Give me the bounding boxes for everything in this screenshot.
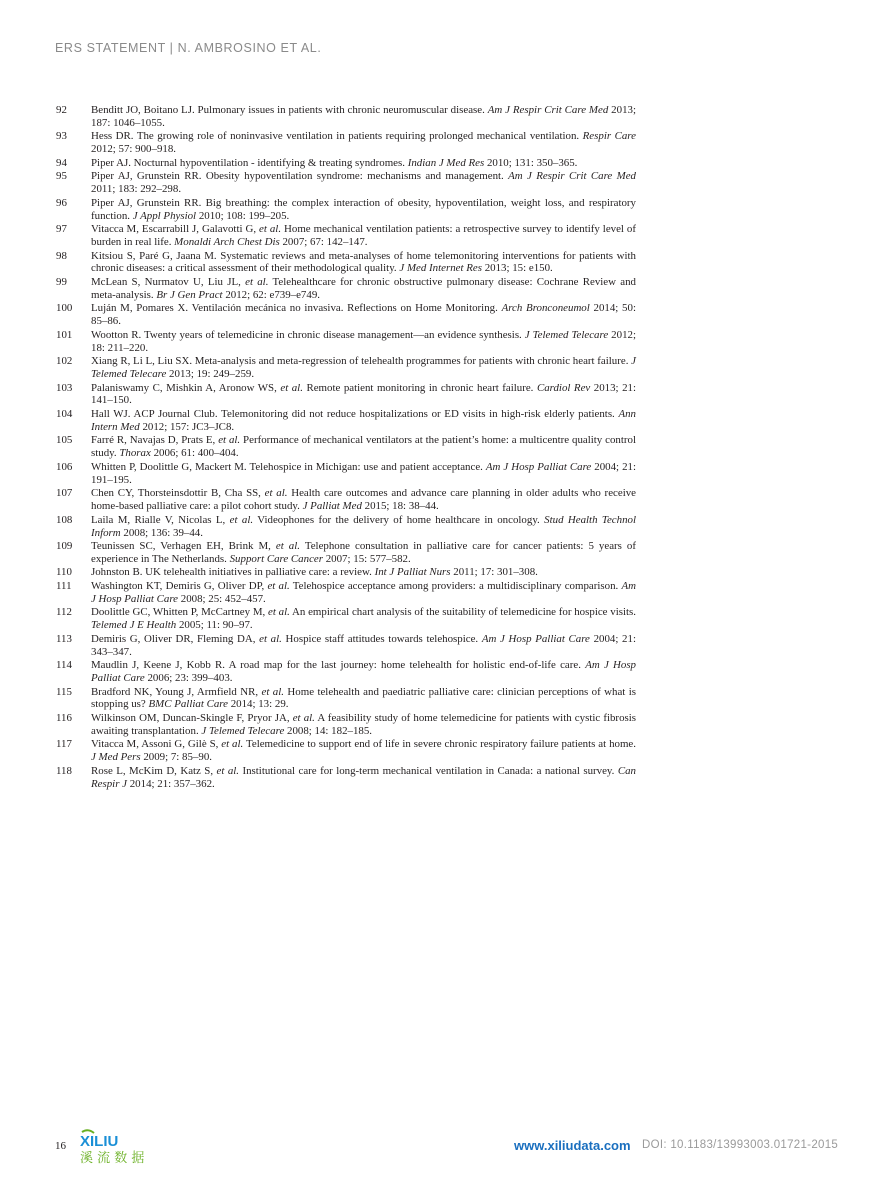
reference-number: 108 <box>56 513 73 526</box>
reference-journal: BMC Palliat Care <box>148 698 228 711</box>
reference-journal: Arch Bronconeumol <box>501 302 590 315</box>
reference-number: 103 <box>56 381 73 394</box>
reference-authors: Vitacca M, Assoni G, Gilè S, <box>91 738 219 751</box>
reference-etal: et al. <box>259 223 282 236</box>
reference-item <box>56 130 636 156</box>
reference-journal: Thorax <box>119 447 151 460</box>
footer-doi: DOI: 10.1183/13993003.01721-2015 <box>642 1139 839 1151</box>
reference-number: 104 <box>56 407 73 420</box>
reference-number: 110 <box>56 566 72 579</box>
reference-number: 109 <box>56 540 73 552</box>
reference-number: 106 <box>56 460 73 473</box>
reference-number: 112 <box>56 606 72 619</box>
footer-url-link[interactable]: www.xiliudata.com <box>514 1138 631 1153</box>
reference-citation: 2005; 11: 90–97. <box>178 619 253 632</box>
reference-authors: Piper AJ, Grunstein RR. Obesity hypoventilation syndrome: mechanisms and management. <box>91 170 504 183</box>
reference-citation: 2014; 13: 29. <box>230 698 289 711</box>
reference-etal: et al. <box>221 738 244 751</box>
reference-journal: Am J Hosp Palliat Care <box>481 632 590 645</box>
running-head: ERS STATEMENT | N. AMBROSINO ET AL. <box>55 41 322 55</box>
reference-item <box>56 250 636 276</box>
reference-etal: et al. <box>264 487 288 500</box>
reference-journal: J Telemed Telecare <box>201 724 285 737</box>
reference-journal: J Palliat Med <box>302 500 362 513</box>
reference-citation: 2014; 50: 85–86. <box>91 302 636 328</box>
reference-journal: Ann Intern Med <box>91 407 636 433</box>
reference-authors: Farré R, Navajas D, Prats E, <box>91 434 216 447</box>
reference-item <box>56 408 636 434</box>
reference-citation: 2007; 67: 142–147. <box>282 236 368 249</box>
reference-item <box>56 104 636 130</box>
reference-item <box>56 659 636 685</box>
reference-authors: Whitten P, Doolittle G, Mackert M. Telehospice in Michigan: use and patient acceptance. <box>91 460 483 473</box>
reference-journal: Support Care Cancer <box>229 552 323 565</box>
reference-journal: Int J Palliat Nurs <box>374 566 451 579</box>
reference-item <box>56 223 636 249</box>
reference-citation: 2013; 187: 1046–1055. <box>91 104 636 129</box>
reference-title: Telephone consultation in palliative care for cancer patients: 5 years of experience in The Netherlands. <box>91 540 636 565</box>
reference-journal: Telemed J E Health <box>91 619 177 632</box>
reference-citation: 2004; 21: 343–347. <box>91 632 636 658</box>
reference-title: Institutional care for long-term mechanical ventilation in Canada: a national survey. <box>242 764 615 777</box>
reference-item <box>56 302 636 328</box>
reference-authors: Luján M, Pomares X. Ventilación mecánica no invasiva. Reflections on Home Monitoring. <box>91 302 498 315</box>
reference-journal: J Telemed Telecare <box>524 328 609 341</box>
reference-authors: Bradford NK, Young J, Armfield NR, <box>91 685 259 698</box>
reference-number: 94 <box>56 156 67 169</box>
reference-etal: et al. <box>218 434 241 447</box>
reference-authors: Benditt JO, Boitano LJ. Pulmonary issues in patients with chronic neuromuscular disease. <box>91 104 485 116</box>
xiliu-logo <box>78 1129 164 1165</box>
reference-number: 111 <box>56 579 72 592</box>
reference-authors: McLean S, Nurmatov U, Liu JL, <box>91 275 241 288</box>
reference-journal: J Med Pers <box>91 751 141 764</box>
reference-etal: et al. <box>229 513 254 526</box>
page-number: 16 <box>55 1140 66 1152</box>
reference-journal: Br J Gen Pract <box>156 288 223 301</box>
reference-citation: 2013; 21: 141–150. <box>91 381 636 407</box>
reference-journal: Stud Health Technol Inform <box>91 513 636 539</box>
reference-citation: 2013; 15: e150. <box>484 262 553 275</box>
reference-number: 92 <box>56 104 67 116</box>
reference-authors: Chen CY, Thorsteinsdottir B, Cha SS, <box>91 487 261 500</box>
reference-journal: J Telemed Telecare <box>91 355 636 381</box>
reference-number: 118 <box>56 764 72 777</box>
reference-citation: 2010; 108: 199–205. <box>198 209 290 222</box>
reference-authors: Hess DR. The growing role of noninvasive ventilation in patients requiring prolonged mechanical ventilation. <box>91 130 580 143</box>
reference-citation: 2012; 18: 211–220. <box>91 328 636 354</box>
reference-item <box>56 355 636 381</box>
reference-title: Home telehealth and paediatric palliative care: clinician perceptions of what is stopping us? <box>91 685 636 711</box>
reference-journal: Can Respir J <box>91 764 636 790</box>
reference-journal: Respir Care <box>582 130 636 143</box>
reference-number: 114 <box>56 659 72 672</box>
reference-authors: Wilkinson OM, Duncan-Skingle F, Pryor JA, <box>91 711 290 724</box>
reference-list <box>56 104 636 791</box>
reference-etal: et al. <box>275 540 300 552</box>
reference-title: Remote patient monitoring in chronic heart failure. <box>306 381 534 394</box>
reference-etal: et al. <box>261 685 284 698</box>
reference-item <box>56 276 636 302</box>
reference-number: 93 <box>56 130 67 143</box>
reference-citation: 2014; 21: 357–362. <box>129 777 215 790</box>
reference-authors: Hall WJ. ACP Journal Club. Telemonitoring did not reduce hospitalizations or ED visits in high-risk elderly patients. <box>91 407 615 420</box>
reference-authors: Xiang R, Li L, Liu SX. Meta-analysis and meta-regression of telehealth programmes for patients with chronic heart failure. <box>91 355 629 368</box>
reference-citation: 2015; 18: 38–44. <box>364 500 439 513</box>
reference-citation: 2011; 183: 292–298. <box>91 183 182 196</box>
reference-item <box>56 566 636 579</box>
reference-authors: Doolittle GC, Whitten P, McCartney M, <box>91 606 266 619</box>
reference-number: 100 <box>56 302 73 315</box>
reference-title: Hospice staff attitudes towards telehospice. <box>285 632 479 645</box>
reference-journal: Monaldi Arch Chest Dis <box>174 236 280 249</box>
reference-item <box>56 157 636 170</box>
reference-item <box>56 514 636 540</box>
reference-citation: 2008; 136: 39–44. <box>123 526 203 539</box>
reference-citation: 2009; 7: 85–90. <box>143 751 213 764</box>
reference-title: An empirical chart analysis of the suitability of telemedicine for hospice visits. <box>292 606 636 619</box>
reference-journal: Am J Hosp Palliat Care <box>91 579 636 605</box>
reference-item <box>56 738 636 764</box>
reference-title: Videophones for the delivery of home healthcare in oncology. <box>257 513 540 526</box>
reference-number: 96 <box>56 196 67 209</box>
reference-title: Telehospice acceptance among providers: a multidisciplinary comparison. <box>292 579 619 592</box>
reference-item <box>56 633 636 659</box>
reference-number: 107 <box>56 487 73 500</box>
logo-latin-text: XILIU <box>80 1133 119 1150</box>
reference-item <box>56 712 636 738</box>
reference-citation: 2012; 157: JC3–JC8. <box>142 420 235 433</box>
reference-title: Home mechanical ventilation patients: a retrospective survey to identify level of burden in real life. <box>91 223 636 249</box>
reference-authors: Palaniswamy C, Mishkin A, Aronow WS, <box>91 381 277 394</box>
reference-item <box>56 606 636 632</box>
reference-item <box>56 170 636 196</box>
logo-chinese-text: 溪 流 数 据 <box>80 1151 145 1165</box>
reference-number: 98 <box>56 249 67 262</box>
reference-title: Health care outcomes and advance care planning in older adults who receive home-based palliative care: a pilot cohort study. <box>91 487 636 513</box>
reference-journal: J Med Internet Res <box>399 262 482 275</box>
reference-journal: Am J Respir Crit Care Med <box>508 170 636 183</box>
reference-number: 95 <box>56 170 67 183</box>
reference-item <box>56 434 636 460</box>
reference-item <box>56 686 636 712</box>
reference-citation: 2011; 17: 301–308. <box>453 566 538 579</box>
reference-authors: Kitsiou S, Paré G, Jaana M. Systematic reviews and meta-analyses of home telemonitoring interventions for patients with chronic diseases: a critical assessment of their methodological quality. <box>91 249 636 275</box>
reference-citation: 2010; 131: 350–365. <box>486 156 578 169</box>
reference-item <box>56 461 636 487</box>
reference-etal: et al. <box>245 275 269 288</box>
reference-citation: 2004; 21: 191–195. <box>91 460 636 486</box>
reference-authors: Demiris G, Oliver DR, Fleming DA, <box>91 632 256 645</box>
reference-number: 97 <box>56 223 67 236</box>
reference-title: A feasibility study of home telemedicine for patients with cystic fibrosis awaiting transplantation. <box>91 711 637 737</box>
reference-number: 115 <box>56 685 72 698</box>
reference-etal: et al. <box>292 711 315 724</box>
reference-citation: 2008; 25: 452–457. <box>180 592 266 605</box>
reference-item <box>56 197 636 223</box>
reference-etal: et al. <box>267 579 290 592</box>
reference-authors: Washington KT, Demiris G, Oliver DP, <box>91 579 265 592</box>
reference-journal: Cardiol Rev <box>536 381 591 394</box>
reference-etal: et al. <box>259 632 282 645</box>
reference-journal: Am J Hosp Palliat Care <box>485 460 592 473</box>
reference-journal: Am J Hosp Palliat Care <box>91 659 637 685</box>
reference-journal: Am J Respir Crit Care Med <box>487 104 609 116</box>
reference-journal: J Appl Physiol <box>132 209 197 222</box>
reference-authors: Vitacca M, Escarrabill J, Galavotti G, <box>91 223 257 236</box>
reference-etal: et al. <box>268 606 290 619</box>
reference-title: Telemedicine to support end of life in severe chronic respiratory failure patients at home. <box>245 738 636 751</box>
reference-item <box>56 540 636 566</box>
reference-number: 101 <box>56 328 73 341</box>
reference-item <box>56 765 636 791</box>
reference-citation: 2012; 57: 900–918. <box>91 143 177 156</box>
reference-number: 113 <box>56 632 72 645</box>
reference-number: 102 <box>56 355 73 368</box>
reference-citation: 2006; 61: 400–404. <box>153 447 239 460</box>
reference-authors: Johnston B. UK telehealth initiatives in palliative care: a review. <box>91 566 372 579</box>
reference-item <box>56 329 636 355</box>
reference-authors: Wootton R. Twenty years of telemedicine in chronic disease management—an evidence synthesis. <box>91 328 522 341</box>
reference-number: 105 <box>56 434 73 447</box>
reference-authors: Laila M, Rialle V, Nicolas L, <box>91 513 226 526</box>
reference-number: 99 <box>56 275 67 288</box>
reference-authors: Piper AJ, Grunstein RR. Big breathing: the complex interaction of obesity, hypoventilation, weight loss, and respiratory function. <box>91 196 636 222</box>
reference-item <box>56 487 636 513</box>
reference-title: Performance of mechanical ventilators at the patient’s home: a multicentre quality control study. <box>91 434 636 460</box>
reference-citation: 2007; 15: 577–582. <box>325 552 411 565</box>
reference-citation: 2006; 23: 399–403. <box>147 672 233 685</box>
reference-authors: Maudlin J, Keene J, Kobb R. A road map for the last journey: home telehealth for holistic end-of-life care. <box>91 659 581 672</box>
reference-citation: 2012; 62: e739–e749. <box>225 288 320 301</box>
reference-etal: et al. <box>280 381 303 394</box>
reference-item <box>56 382 636 408</box>
reference-title: Telehealthcare for chronic obstructive pulmonary disease: Cochrane Review and meta-analysis. <box>91 275 636 301</box>
reference-number: 117 <box>56 738 72 751</box>
reference-authors: Piper AJ. Nocturnal hypoventilation - identifying & treating syndromes. <box>91 156 405 169</box>
reference-journal: Indian J Med Res <box>407 156 485 169</box>
reference-authors: Teunissen SC, Verhagen EH, Brink M, <box>91 540 271 552</box>
reference-authors: Rose L, McKim D, Katz S, <box>91 764 214 777</box>
reference-etal: et al. <box>216 764 240 777</box>
reference-number: 116 <box>56 711 72 724</box>
reference-item <box>56 580 636 606</box>
reference-citation: 2008; 14: 182–185. <box>287 724 373 737</box>
reference-citation: 2013; 19: 249–259. <box>169 368 255 381</box>
